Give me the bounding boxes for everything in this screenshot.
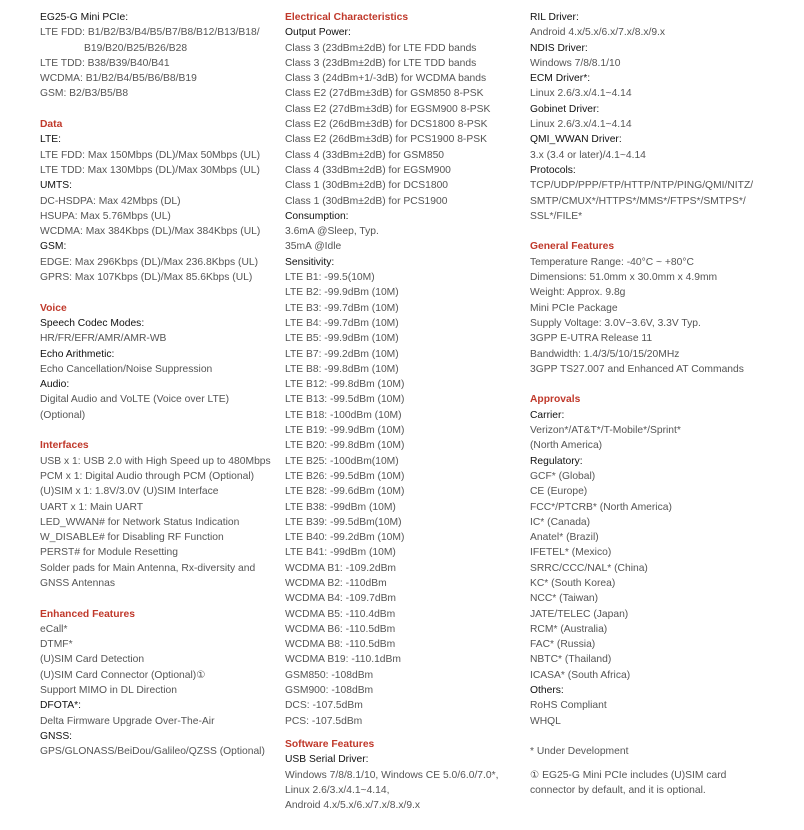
edge-rate: EDGE: Max 296Kbps (DL)/Max 236.8Kbps (UL) <box>40 256 259 268</box>
others-item: RoHS Compliant <box>530 700 607 712</box>
regulatory-item: FAC* (Russia) <box>530 639 596 651</box>
gnss-label: GNSS: <box>40 730 73 742</box>
audio-value-cont: (Optional) <box>40 409 86 421</box>
carrier-value: Verizon*/AT&T*/T-Mobile*/Sprint* <box>530 425 681 437</box>
regulatory-item: NCC* (Taiwan) <box>530 593 599 605</box>
consumption-sleep: 3.6mA @Sleep, Typ. <box>285 226 379 238</box>
lte-label: LTE: <box>40 134 61 146</box>
output-power-item: Class 1 (30dBm±2dB) for DCS1800 <box>285 180 449 192</box>
sensitivity-item: PCS: -107.5dBm <box>285 715 363 727</box>
sensitivity-item: LTE B28: -99.6dBm (10M) <box>285 486 405 498</box>
enhanced-sim-connector: (U)SIM Card Connector (Optional)① <box>40 669 206 681</box>
enhanced-dtmf: DTMF* <box>40 639 73 651</box>
general-item: Mini PCIe Package <box>530 302 618 314</box>
sensitivity-item: WCDMA B4: -109.7dBm <box>285 593 397 605</box>
usb-driver-os: Windows 7/8/8.1/10, Windows CE 5.0/6.0/7.0*, <box>285 769 499 781</box>
sensitivity-item: LTE B38: -99dBm (10M) <box>285 501 396 513</box>
mini-pcie-title: EG25-G Mini PCIe: <box>40 12 129 23</box>
interface-pcm: PCM x 1: Digital Audio through PCM (Optional) <box>40 470 255 482</box>
regulatory-item: GCF* (Global) <box>530 470 596 482</box>
sensitivity-item: WCDMA B19: -110.1dBm <box>285 654 401 666</box>
regulatory-item: SRRC/CCC/NAL* (China) <box>530 562 648 574</box>
under-development-note: * Under Development <box>530 746 629 758</box>
general-item: Temperature Range: -40°C ~ +80°C <box>530 256 694 268</box>
sensitivity-item: LTE B7: -99.2dBm (10M) <box>285 348 399 360</box>
regulatory-item: KC* (South Korea) <box>530 577 616 589</box>
gnss-value: GPS/GLONASS/BeiDou/Galileo/QZSS (Optional) <box>40 746 265 758</box>
interface-usim: (U)SIM x 1: 1.8V/3.0V (U)SIM Interface <box>40 486 219 498</box>
sensitivity-item: WCDMA B1: -109.2dBm <box>285 562 397 574</box>
output-power-item: Class 3 (23dBm±2dB) for LTE FDD bands <box>285 42 477 54</box>
enhanced-sim-detect: (U)SIM Card Detection <box>40 654 145 666</box>
electrical-heading: Electrical Characteristics <box>285 12 409 23</box>
lte-fdd-rate: LTE FDD: Max 150Mbps (DL)/Max 50Mbps (UL) <box>40 149 261 161</box>
general-item: Bandwidth: 1.4/3/5/10/15/20MHz <box>530 348 680 360</box>
software-heading: Software Features <box>285 738 375 750</box>
consumption-idle: 35mA @Idle <box>285 241 342 253</box>
ecm-driver-label: ECM Driver*: <box>530 73 591 85</box>
dc-hsdpa-rate: DC-HSDPA: Max 42Mbps (DL) <box>40 195 181 207</box>
sensitivity-item: LTE B25: -100dBm(10M) <box>285 455 399 467</box>
column-3 <box>530 10 790 798</box>
sensitivity-item: LTE B3: -99.7dBm (10M) <box>285 302 399 314</box>
sensitivity-item: LTE B1: -99.5(10M) <box>285 272 375 284</box>
mini-wcdma: WCDMA: B1/B2/B4/B5/B6/B8/B19 <box>40 73 197 85</box>
ril-driver-value: Android 4.x/5.x/6.x/7.x/8.x/9.x <box>530 27 666 39</box>
regulatory-item: IC* (Canada) <box>530 516 591 528</box>
sensitivity-item: LTE B2: -99.9dBm (10M) <box>285 287 399 299</box>
audio-label: Audio: <box>40 379 70 391</box>
gobinet-driver-value: Linux 2.6/3.x/4.1~4.14 <box>530 119 632 131</box>
sensitivity-item: LTE B26: -99.5dBm (10M) <box>285 470 405 482</box>
umts-label: UMTS: <box>40 180 73 192</box>
regulatory-item: Anatel* (Brazil) <box>530 532 599 544</box>
interface-perst: PERST# for Module Resetting <box>40 547 178 559</box>
protocols-label: Protocols: <box>530 164 576 176</box>
ril-driver-label: RIL Driver: <box>530 12 579 23</box>
output-power-item: Class 3 (23dBm±2dB) for LTE TDD bands <box>285 57 477 69</box>
enhanced-ecall: eCall* <box>40 623 68 635</box>
others-item: WHQL <box>530 715 561 727</box>
protocols-value: SSL*/FILE* <box>530 210 583 222</box>
output-power-label: Output Power: <box>285 27 351 39</box>
audio-value: Digital Audio and VoLTE (Voice over LTE) <box>40 394 230 406</box>
sensitivity-item: WCDMA B6: -110.5dBm <box>285 623 396 635</box>
interface-led: LED_WWAN# for Network Status Indication <box>40 516 240 528</box>
codec-label: Speech Codec Modes: <box>40 317 145 329</box>
sensitivity-item: LTE B5: -99.9dBm (10M) <box>285 333 399 345</box>
approvals-heading: Approvals <box>530 394 581 406</box>
ndis-driver-value: Windows 7/8/8.1/10 <box>530 57 621 69</box>
protocols-value: SMTP/CMUX*/HTTPS*/MMS*/FTPS*/SMTPS*/ <box>530 195 746 207</box>
general-item: 3GPP E-UTRA Release 11 <box>530 333 653 345</box>
carrier-label: Carrier: <box>530 409 565 421</box>
usb-driver-os: Linux 2.6/3.x/4.1~4.14, <box>285 784 390 796</box>
ecm-driver-value: Linux 2.6/3.x/4.1~4.14 <box>530 88 632 100</box>
sensitivity-item: LTE B18: -100dBm (10M) <box>285 409 402 421</box>
consumption-label: Consumption: <box>285 210 349 222</box>
wcdma-rate: WCDMA: Max 384Kbps (DL)/Max 384Kbps (UL) <box>40 226 261 238</box>
output-power-item: Class 1 (30dBm±2dB) for PCS1900 <box>285 195 448 207</box>
output-power-item: Class 3 (24dBm+1/-3dB) for WCDMA bands <box>285 73 487 85</box>
enhanced-heading: Enhanced Features <box>40 608 135 620</box>
qmi-driver-value: 3.x (3.4 or later)/4.1~4.14 <box>530 149 646 161</box>
sensitivity-item: LTE B12: -99.8dBm (10M) <box>285 379 405 391</box>
footnote: ① EG25-G Mini PCIe includes (U)SIM card <box>530 769 727 781</box>
regulatory-item: JATE/TELEC (Japan) <box>530 608 629 620</box>
output-power-item: Class 4 (33dBm±2dB) for EGSM900 <box>285 164 451 176</box>
output-power-item: Class E2 (27dBm±3dB) for EGSM900 8-PSK <box>285 103 491 115</box>
gobinet-driver-label: Gobinet Driver: <box>530 103 600 115</box>
regulatory-item: FCC*/PTCRB* (North America) <box>530 501 672 513</box>
column-2 <box>285 10 520 813</box>
protocols-value: TCP/UDP/PPP/FTP/HTTP/NTP/PING/QMI/NITZ/ <box>530 180 754 192</box>
hsupa-rate: HSUPA: Max 5.76Mbps (UL) <box>40 210 171 222</box>
regulatory-item: RCM* (Australia) <box>530 623 608 635</box>
gsm-label: GSM: <box>40 241 67 253</box>
general-item: Weight: Approx. 9.8g <box>530 287 626 299</box>
regulatory-item: NBTC* (Thailand) <box>530 654 612 666</box>
sensitivity-item: WCDMA B2: -110dBm <box>285 577 387 589</box>
output-power-item: Class E2 (26dBm±3dB) for DCS1800 8-PSK <box>285 119 488 131</box>
dfota-value: Delta Firmware Upgrade Over-The-Air <box>40 715 215 727</box>
interface-uart: UART x 1: Main UART <box>40 501 143 513</box>
regulatory-label: Regulatory: <box>530 455 583 467</box>
output-power-item: Class E2 (27dBm±3dB) for GSM850 8-PSK <box>285 88 484 100</box>
general-item: Supply Voltage: 3.0V~3.6V, 3.3V Typ. <box>530 317 701 329</box>
interface-wdisable: W_DISABLE# for Disabling RF Function <box>40 532 224 544</box>
carrier-value: (North America) <box>530 440 603 452</box>
sensitivity-item: LTE B13: -99.5dBm (10M) <box>285 394 405 406</box>
codec-value: HR/FR/EFR/AMR/AMR-WB <box>40 333 167 345</box>
lte-tdd-rate: LTE TDD: Max 130Mbps (DL)/Max 30Mbps (UL) <box>40 164 260 176</box>
mini-lte-fdd-cont: B19/B20/B25/B26/B28 <box>84 42 188 54</box>
interface-pads: Solder pads for Main Antenna, Rx-diversity and <box>40 562 256 574</box>
data-heading: Data <box>40 119 63 131</box>
sensitivity-item: WCDMA B8: -110.5dBm <box>285 639 396 651</box>
mini-lte-fdd: LTE FDD: B1/B2/B3/B4/B5/B7/B8/B12/B13/B18/ <box>40 27 260 39</box>
general-item: Dimensions: 51.0mm x 30.0mm x 4.9mm <box>530 272 718 284</box>
interfaces-heading: Interfaces <box>40 440 89 452</box>
sensitivity-item: GSM900: -108dBm <box>285 685 374 697</box>
others-label: Others: <box>530 685 564 697</box>
echo-label: Echo Arithmetic: <box>40 348 115 360</box>
usb-driver-label: USB Serial Driver: <box>285 754 369 766</box>
general-item: 3GPP TS27.007 and Enhanced AT Commands <box>530 363 744 375</box>
interface-pads-cont: GNSS Antennas <box>40 577 115 589</box>
qmi-driver-label: QMI_WWAN Driver: <box>530 134 622 146</box>
sensitivity-label: Sensitivity: <box>285 256 335 268</box>
voice-heading: Voice <box>40 302 67 314</box>
regulatory-item: CE (Europe) <box>530 486 588 498</box>
interface-usb: USB x 1: USB 2.0 with High Speed up to 480Mbps <box>40 455 271 467</box>
echo-value: Echo Cancellation/Noise Suppression <box>40 363 213 375</box>
regulatory-item: IFETEL* (Mexico) <box>530 547 612 559</box>
usb-driver-os: Android 4.x/5.x/6.x/7.x/8.x/9.x <box>285 800 421 812</box>
general-heading: General Features <box>530 241 615 253</box>
sensitivity-item: LTE B20: -99.8dBm (10M) <box>285 440 405 452</box>
sensitivity-item: LTE B41: -99dBm (10M) <box>285 547 396 559</box>
output-power-item: Class 4 (33dBm±2dB) for GSM850 <box>285 149 445 161</box>
footnote: connector by default, and it is optional. <box>530 784 706 796</box>
sensitivity-item: LTE B39: -99.5dBm(10M) <box>285 516 402 528</box>
sensitivity-item: LTE B19: -99.9dBm (10M) <box>285 425 405 437</box>
output-power-item: Class E2 (26dBm±3dB) for PCS1900 8-PSK <box>285 134 487 146</box>
mini-gsm: GSM: B2/B3/B5/B8 <box>40 88 129 100</box>
gprs-rate: GPRS: Max 107Kbps (DL)/Max 85.6Kbps (UL) <box>40 272 253 284</box>
dfota-label: DFOTA*: <box>40 700 81 712</box>
sensitivity-item: LTE B4: -99.7dBm (10M) <box>285 317 399 329</box>
sensitivity-item: LTE B40: -99.2dBm (10M) <box>285 532 405 544</box>
sensitivity-item: WCDMA B5: -110.4dBm <box>285 608 396 620</box>
sensitivity-item: LTE B8: -99.8dBm (10M) <box>285 363 399 375</box>
sensitivity-item: GSM850: -108dBm <box>285 669 374 681</box>
sensitivity-item: DCS: -107.5dBm <box>285 700 363 712</box>
column-1 <box>40 10 275 760</box>
mini-lte-tdd: LTE TDD: B38/B39/B40/B41 <box>40 57 170 69</box>
regulatory-item: ICASA* (South Africa) <box>530 669 631 681</box>
ndis-driver-label: NDIS Driver: <box>530 42 588 54</box>
enhanced-mimo: Support MIMO in DL Direction <box>40 685 177 697</box>
